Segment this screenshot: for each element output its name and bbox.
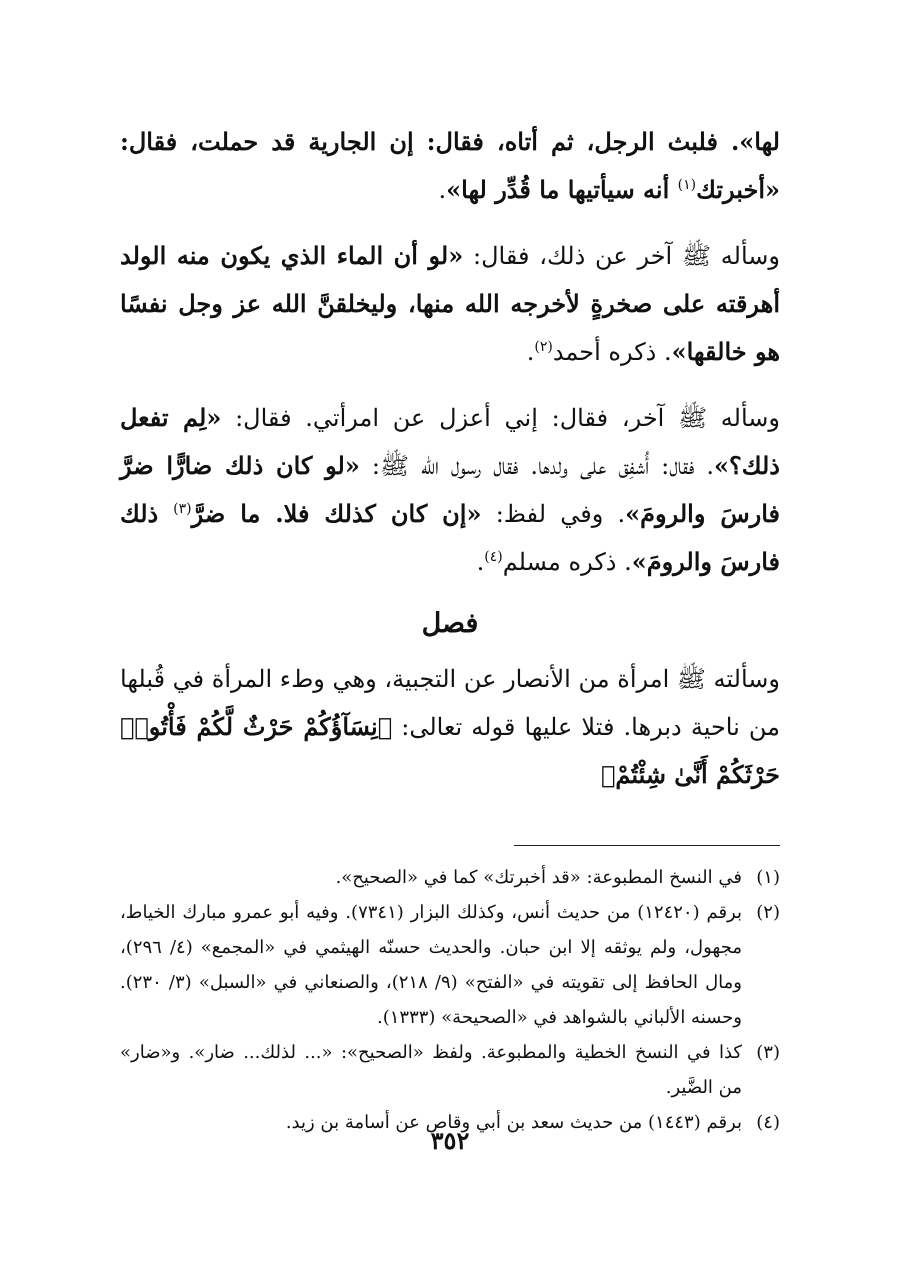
footnote-ref-1[interactable]: (١) (677, 177, 697, 193)
body-text: وسأله ﷺ آخر عن ذلك، فقال: (463, 242, 780, 270)
hadith-text: «إن كان كذلك فلا. ما ضرَّ (191, 499, 482, 528)
body-text: . ذكره أحمد (552, 338, 672, 366)
footnote-ref-2[interactable]: (٢) (534, 339, 553, 355)
hadith-text: «لو أن الماء الذي يكون منه الولد أهرقته على صخرةٍ لأخرجه الله منها، وليخلقنَّ الله عز وجل نفسًا هو خالقها» (120, 241, 780, 366)
footnote-number: (٣) (756, 1042, 780, 1063)
footnote-text: برقم (١٢٤٢٠) من حديث أنس، وكذلك البزار (٧٣٤١). وفيه أبو عمرو مبارك الخياط، مجهول، ولم يوثقه إلا ابن حبان. والحديث حسنّه الهيثمي في «المجمع» (٤/ ٢٩٦)، ومال الحافظ إلى تقويته في «الفتح» (٩/ ٢١٨)، والصنعاني في «السبل» (٣/ ٢٣٠). وحسنه الألباني بالشواهد في «الصحيحة» (١٣٣٣). (120, 902, 743, 1028)
footnote-item (120, 860, 780, 895)
paragraph-2 (120, 232, 780, 376)
body-text: . (438, 176, 447, 204)
footnote-item (120, 895, 780, 1035)
footnote-text: برقم (١٤٤٣) من حديث سعد بن أبي وقاص عن أسامة بن زيد. (285, 1112, 742, 1133)
footnote-text: في النسخ المطبوعة: «قد أخبرتك» كما في «الصحيح». (335, 867, 742, 888)
footnotes (120, 860, 780, 1140)
footnote-ref-3[interactable]: (٣) (173, 501, 192, 517)
body-text: وسألته ﷺ امرأة من الأنصار عن التجبية، وهي وطء المرأة في قُبلها من ناحية دبرها. فتلا عليها قوله تعالى: (120, 665, 780, 741)
footnote-separator (514, 845, 780, 846)
section-title: فصل (421, 608, 479, 639)
footnote-number: (٤) (756, 1112, 780, 1133)
page-number: ٣٥٢ (430, 1126, 470, 1155)
quran-verse: ﴿نِسَآؤُكُمْ حَرْثٌ لَّكُمْ فَأْتُوا۟ حَرْثَكُمْ أَنَّىٰ شِئْتُمْ﴾ (120, 712, 780, 789)
footnote-ref-4[interactable]: (٤) (484, 549, 503, 565)
body-text: . فقال: أُشفِق على ولدها. فقال رسول الله ﷺ: (359, 452, 715, 480)
hadith-text: ذلك فارسَ والرومَ» (120, 499, 780, 576)
paragraph-1 (120, 118, 780, 214)
footnote-number: (١) (756, 867, 780, 888)
hadith-text: «أخبرتك (696, 175, 780, 204)
body-text: . (526, 338, 535, 366)
body-text: . (476, 548, 485, 576)
hadith-text: «لِم تفعل ذلك؟» (120, 403, 780, 480)
hadith-text: «لو كان ذلك ضارًّا ضرَّ فارسَ والرومَ» (120, 451, 781, 528)
body-text: . ذكره مسلم (502, 548, 632, 576)
body-text: وسأله ﷺ آخر، فقال: إني أعزل عن امرأتي. فقال: (221, 404, 781, 432)
page-body (120, 118, 780, 1140)
paragraph-3 (120, 394, 780, 586)
footnote-text: كذا في النسخ الخطية والمطبوعة. ولفظ «الصحيح»: «... لذلك... ضار». و«ضار» من الضَّير. (120, 1042, 742, 1098)
paragraph-4 (120, 656, 780, 799)
footnote-item (120, 1035, 780, 1105)
footnote-number: (٢) (756, 902, 780, 923)
hadith-text: أنه سيأتيها ما قُدِّر لها» (446, 175, 678, 204)
hadith-text: لها». فلبث الرجل، ثم أتاه، فقال: إن الجارية قد حملت، فقال: (120, 127, 780, 156)
body-text: . وفي لفظ: (481, 500, 626, 528)
